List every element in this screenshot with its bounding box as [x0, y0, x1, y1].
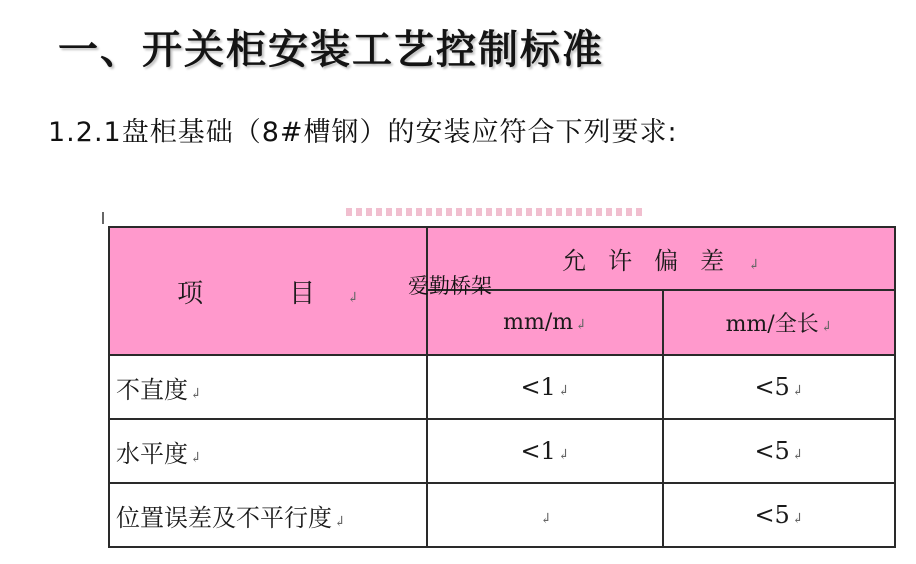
paragraph-mark-icon: ↲ — [791, 511, 804, 527]
row-per-m: <1 ↲ — [427, 419, 663, 483]
paragraph-mark-icon: ↲ — [748, 256, 760, 273]
row-full-length: <5 ↲ — [663, 355, 895, 419]
paragraph-mark-icon: ↲ — [557, 447, 570, 463]
header-allowance: 允许偏差 ↲ — [427, 227, 895, 290]
table-row — [109, 355, 895, 419]
faint-header-remnant — [346, 208, 646, 216]
paragraph-mark-icon: ↲ — [540, 511, 552, 527]
row-item: 不直度 ↲ — [109, 355, 427, 419]
header-unit-per-m: mm/m ↲ — [427, 290, 663, 355]
table-row — [109, 483, 895, 547]
table-corner-mark — [102, 212, 104, 224]
row-item: 水平度 ↲ — [109, 419, 427, 483]
paragraph-mark-icon: ↲ — [334, 513, 346, 530]
page-title: 一、开关柜安装工艺控制标准 — [58, 27, 604, 73]
paragraph-mark-icon: ↲ — [820, 318, 833, 335]
paragraph-mark-icon: ↲ — [791, 383, 804, 399]
row-per-m: <1 ↲ — [427, 355, 663, 419]
paragraph-mark-icon: ↲ — [557, 383, 570, 399]
row-item: 位置误差及不平行度 ↲ — [109, 483, 427, 547]
paragraph-mark-icon: ↲ — [791, 447, 804, 463]
table-row — [109, 419, 895, 483]
paragraph-mark-icon: ↲ — [190, 449, 202, 466]
tolerance-table — [108, 226, 896, 548]
row-full-length: <5 ↲ — [663, 419, 895, 483]
header-item: 项 目 ↲ — [109, 227, 427, 355]
paragraph-mark-icon: ↲ — [190, 385, 202, 402]
watermark-text: 爱勤桥架 — [408, 274, 492, 298]
paragraph-mark-icon: ↲ — [347, 289, 359, 306]
paragraph-mark-icon: ↲ — [575, 316, 587, 333]
row-per-m — [427, 483, 663, 547]
header-unit-full-length: mm/全长 ↲ — [663, 290, 895, 355]
row-full-length: <5 ↲ — [663, 483, 895, 547]
section-heading: 1.2.1盘柜基础（8#槽钢）的安装应符合下列要求: — [48, 117, 678, 148]
table-header-row — [109, 227, 895, 290]
